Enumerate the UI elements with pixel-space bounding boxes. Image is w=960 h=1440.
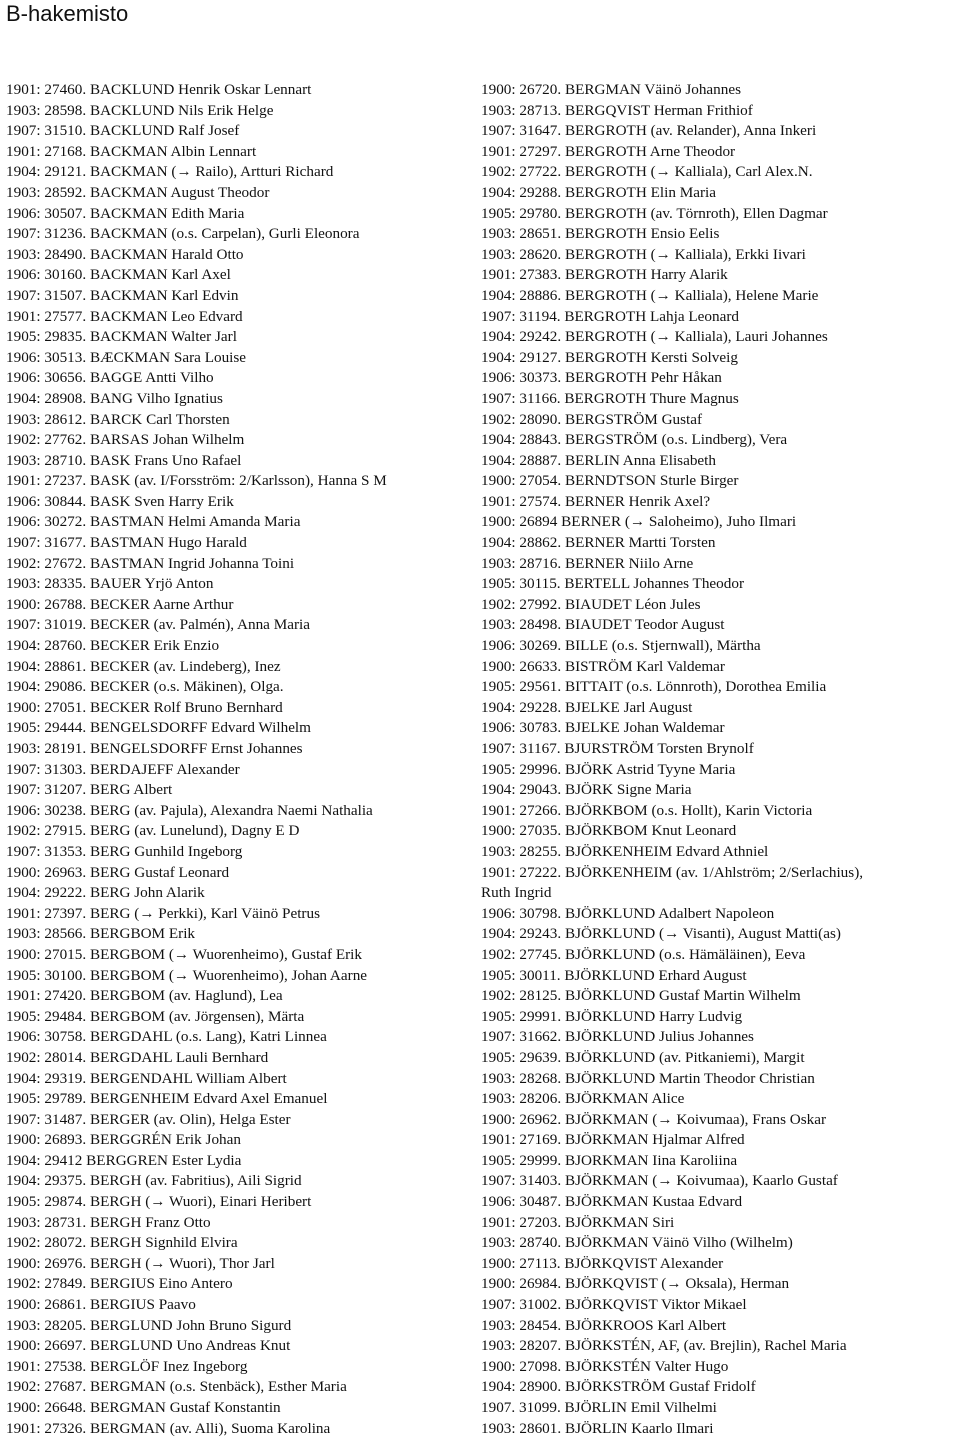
right-column (481, 80, 957, 1439)
index-entry: 1907: 31019. BECKER (av. Palmén), Anna Maria (6, 616, 310, 634)
index-entry: 1904: 29043. BJÖRK Signe Maria (481, 781, 692, 799)
index-entry: 1903: 28612. BARCK Carl Thorsten (6, 410, 230, 428)
index-entry: 1904: 28887. BERLIN Anna Elisabeth (481, 451, 716, 469)
index-entry: 1905: 29991. BJÖRKLUND Harry Ludvig (481, 1007, 743, 1025)
index-entry: 1904: 28900. BJÖRKSTRÖM Gustaf Fridolf (481, 1378, 756, 1396)
index-entry: 1901: 27169. BJÖRKMAN Hjalmar Alfred (481, 1131, 745, 1149)
index-entry: 1904: 29086. BECKER (o.s. Mäkinen), Olga. (6, 678, 284, 696)
index-entry: 1901: 27222. BJÖRKENHEIM (av. 1/Ahlström; 2/Serlachius), (481, 863, 864, 881)
index-entry: 1904: 29319. BERGENDAHL William Albert (6, 1069, 287, 1087)
index-entry: 1900: 27054. BERNDTSON Sturle Birger (481, 472, 739, 490)
index-entry: 1904: 29243. BJÖRKLUND (→ Visanti), August Matti(as) (481, 925, 841, 943)
index-entry: 1907: 31510. BACKLUND Ralf Josef (6, 122, 240, 140)
index-entry: 1900: 27051. BECKER Rolf Bruno Bernhard (6, 698, 283, 716)
index-entry: 1903: 28255. BJÖRKENHEIM Edvard Athniel (481, 842, 769, 860)
index-entry: 1901: 27420. BERGBOM (av. Haglund), Lea (6, 987, 283, 1005)
index-entry: 1904: 29222. BERG John Alarik (6, 884, 205, 902)
index-entry: 1902: 28090. BERGSTRÖM Gustaf (481, 410, 703, 428)
index-entry: 1900: 26788. BECKER Aarne Arthur (6, 595, 234, 613)
index-entry: 1903: 28498. BIAUDET Teodor August (481, 616, 725, 634)
index-entry: 1902: 27687. BERGMAN (o.s. Stenbäck), Esther Maria (6, 1378, 347, 1396)
index-entry: 1901: 27237. BASK (av. I/Forsström: 2/Karlsson), Hanna S M (6, 472, 387, 490)
index-entry: 1903: 28206. BJÖRKMAN Alice (481, 1090, 685, 1108)
index-entry: 1905: 29874. BERGH (→ Wuori), Einari Heribert (6, 1193, 312, 1211)
index-entry: 1901: 27397. BERG (→ Perkki), Karl Väinö Petrus (6, 904, 320, 922)
index-entry: 1906: 30758. BERGDAHL (o.s. Lang), Katri Linnea (6, 1028, 327, 1046)
index-entry: 1904: 28843. BERGSTRÖM (o.s. Lindberg), Vera (481, 431, 788, 449)
index-entry: 1907: 31507. BACKMAN Karl Edvin (6, 286, 239, 304)
index-entry: 1905: 29789. BERGENHEIM Edvard Axel Emanuel (6, 1090, 328, 1108)
index-entry: 1900: 26894 BERNER (→ Saloheimo), Juho Ilmari (481, 513, 797, 531)
index-entry: 1903: 28716. BERNER Niilo Arne (481, 554, 694, 572)
index-entry: 1903: 28335. BAUER Yrjö Anton (6, 575, 214, 593)
index-entry: 1907. 31099. BJÖRLIN Emil Vilhelmi (481, 1399, 717, 1416)
index-entry: 1901: 27168. BACKMAN Albin Lennart (6, 142, 257, 160)
index-entry: 1901: 27574. BERNER Henrik Axel? (481, 492, 711, 510)
index-entry: 1902: 28072. BERGH Signhild Elvira (6, 1234, 238, 1252)
index-entry: 1905: 29484. BERGBOM (av. Jörgensen), Märta (6, 1007, 305, 1025)
index-entry: 1902: 28014. BERGDAHL Lauli Bernhard (6, 1048, 269, 1066)
index-entry: 1907: 31166. BERGROTH Thure Magnus (481, 389, 739, 407)
index-entry: 1907: 31647. BERGROTH (av. Relander), Anna Inkeri (481, 122, 817, 140)
index-entry: 1907: 31353. BERG Gunhild Ingeborg (6, 842, 243, 860)
index-entry: 1903: 28566. BERGBOM Erik (6, 925, 196, 943)
index-entry: 1901: 27383. BERGROTH Harry Alarik (481, 266, 728, 284)
index-entry: 1904: 28886. BERGROTH (→ Kalliala), Helene Marie (481, 286, 819, 304)
index-entry: 1904: 28862. BERNER Martti Torsten (481, 534, 716, 552)
index-entry: 1900: 27098. BJÖRKSTÉN Valter Hugo (481, 1357, 729, 1375)
index-entry: 1900: 26633. BISTRÖM Karl Valdemar (481, 657, 725, 675)
index-entry: 1907: 31207. BERG Albert (6, 781, 173, 799)
index-entry: 1907: 31662. BJÖRKLUND Julius Johannes (481, 1028, 754, 1046)
index-entry: 1905: 30115. BERTELL Johannes Theodor (481, 575, 745, 593)
index-entry: 1905: 29444. BENGELSDORFF Edvard Wilhelm (6, 719, 311, 737)
index-entry: 1900: 27035. BJÖRKBOM Knut Leonard (481, 822, 737, 840)
index-entry: 1907: 31236. BACKMAN (o.s. Carpelan), Gurli Eleonora (6, 225, 360, 243)
index-entry: 1905: 29996. BJÖRK Astrid Tyyne Maria (481, 760, 736, 778)
index-entry: 1902: 27849. BERGIUS Eino Antero (6, 1275, 233, 1293)
index-entry: 1902: 27745. BJÖRKLUND (o.s. Hämäläinen), Eeva (481, 945, 806, 963)
index-entry: 1905: 30011. BJÖRKLUND Erhard August (481, 966, 747, 984)
index-entry: 1901: 27203. BJÖRKMAN Siri (481, 1213, 675, 1231)
index-entry: 1902: 27992. BIAUDET Léon Jules (481, 595, 701, 613)
index-entry: 1906: 30844. BASK Sven Harry Erik (6, 492, 234, 510)
index-entry: 1903: 28454. BJÖRKROOS Karl Albert (481, 1316, 727, 1334)
index-entry: 1906: 30160. BACKMAN Karl Axel (6, 266, 231, 284)
index-entry: 1900: 27113. BJÖRKQVIST Alexander (481, 1254, 724, 1272)
index-entry: 1907: 31487. BERGER (av. Olin), Helga Ester (6, 1110, 291, 1128)
index-entry: 1904: 29121. BACKMAN (→ Railo), Artturi Richard (6, 163, 334, 181)
index-entry: 1901: 27297. BERGROTH Arne Theodor (481, 142, 736, 160)
index-entry: 1900: 27015. BERGBOM (→ Wuorenheimo), Gustaf Erik (6, 945, 362, 963)
index-entry: 1903: 28191. BENGELSDORFF Ernst Johannes (6, 740, 303, 757)
index-entry: 1903: 28205. BERGLUND John Bruno Sigurd (6, 1316, 292, 1334)
index-entry: 1903: 28490. BACKMAN Harald Otto (6, 245, 244, 263)
index-entry: 1905: 29780. BERGROTH (av. Törnroth), Ellen Dagmar (481, 204, 828, 222)
index-entry: 1901: 27460. BACKLUND Henrik Oskar Lennart (6, 81, 312, 98)
index-entry: 1907: 31303. BERDAJEFF Alexander (6, 760, 240, 778)
index-entry: 1900: 26648. BERGMAN Gustaf Konstantin (6, 1399, 281, 1416)
index-entry: 1906: 30783. BJELKE Johan Waldemar (481, 719, 725, 737)
index-entry: 1900: 26963. BERG Gustaf Leonard (6, 863, 230, 881)
index-entry: 1904: 29127. BERGROTH Kersti Solveig (481, 348, 738, 366)
index-entry: 1903: 28713. BERGQVIST Herman Frithiof (481, 101, 753, 119)
index-entry: 1903: 28710. BASK Frans Uno Rafael (6, 451, 242, 469)
index-entry: 1905: 29561. BITTAIT (o.s. Lönnroth), Dorothea Emilia (481, 678, 827, 696)
index-entry: 1903: 28740. BJÖRKMAN Väinö Vilho (Wilhelm) (481, 1234, 793, 1252)
index-entry: 1904: 29228. BJELKE Jarl August (481, 698, 693, 716)
index-entry: 1902: 27722. BERGROTH (→ Kalliala), Carl Alex.N. (481, 163, 813, 181)
index-entry: 1900: 26697. BERGLUND Uno Andreas Knut (6, 1337, 291, 1355)
index-entry: 1906: 30269. BILLE (o.s. Stjernwall), Märtha (481, 637, 761, 655)
index-entry: 1903: 28598. BACKLUND Nils Erik Helge (6, 101, 274, 119)
index-entry: 1906: 30238. BERG (av. Pajula), Alexandra Naemi Nathalia (6, 801, 373, 819)
index-entry: 1903: 28268. BJÖRKLUND Martin Theodor Christian (481, 1069, 815, 1087)
index-entry: 1905: 29835. BACKMAN Walter Jarl (6, 328, 237, 346)
index-entry: 1900: 26962. BJÖRKMAN (→ Koivumaa), Frans Oskar (481, 1110, 827, 1128)
index-entry: 1902: 27915. BERG (av. Lunelund), Dagny E D (6, 822, 300, 840)
left-column (6, 80, 468, 1439)
index-entry: 1906: 30373. BERGROTH Pehr Håkan (481, 369, 722, 387)
index-entry: 1903: 28592. BACKMAN August Theodor (6, 183, 270, 201)
index-entry: 1900: 26976. BERGH (→ Wuori), Thor Jarl (6, 1254, 275, 1272)
index-entry: 1900: 26720. BERGMAN Väinö Johannes (481, 81, 742, 98)
index-entry: 1903: 28731. BERGH Franz Otto (6, 1213, 211, 1231)
index-entry: 1907: 31677. BASTMAN Hugo Harald (6, 534, 247, 552)
page-title: B-hakemisto (6, 1, 129, 26)
index-entry: 1905: 29999. BJORKMAN Iina Karoliina (481, 1151, 738, 1169)
index-entry: 1907: 31403. BJÖRKMAN (→ Koivumaa), Kaarlo Gustaf (481, 1172, 838, 1190)
index-entry: 1906: 30272. BASTMAN Helmi Amanda Maria (6, 513, 301, 531)
index-entry: 1902: 27762. BARSAS Johan Wilhelm (6, 431, 245, 449)
index-entry: 1902: 27672. BASTMAN Ingrid Johanna Toini (6, 554, 295, 572)
index-entry: 1904: 29242. BERGROTH (→ Kalliala), Lauri Johannes (481, 328, 828, 346)
index-entry: 1907: 31194. BERGROTH Lahja Leonard (481, 307, 740, 325)
index-entry: 1903: 28207. BJÖRKSTÉN, AF, (av. Brejlin), Rachel Maria (481, 1337, 847, 1355)
index-entry: 1904: 29412 BERGGREN Ester Lydia (6, 1151, 242, 1169)
index-entry: 1903: 28651. BERGROTH Ensio Eelis (481, 225, 720, 243)
index-entry: 1904: 29288. BERGROTH Elin Maria (481, 183, 716, 201)
index-entry: 1901: 27577. BACKMAN Leo Edvard (6, 307, 243, 325)
index-entry: 1904: 28861. BECKER (av. Lindeberg), Inez (6, 657, 281, 675)
index-entry: 1900: 26861. BERGIUS Paavo (6, 1296, 196, 1314)
index-entry: 1906: 30507. BACKMAN Edith Maria (6, 204, 245, 222)
index-entry: 1905: 29639. BJÖRKLUND (av. Pitkaniemi), Margit (481, 1048, 805, 1066)
index-entry: 1904: 28760. BECKER Erik Enzio (6, 637, 220, 655)
index-entry: 1905: 30100. BERGBOM (→ Wuorenheimo), Johan Aarne (6, 966, 368, 984)
index-entry: 1903: 28620. BERGROTH (→ Kalliala), Erkki Iivari (481, 245, 806, 263)
index-entry: 1907: 31002. BJÖRKQVIST Viktor Mikael (481, 1296, 747, 1314)
index-entry: 1900: 26984. BJÖRKQVIST (→ Oksala), Herman (481, 1275, 790, 1293)
index-entry: 1900: 26893. BERGGRÉN Erik Johan (6, 1131, 241, 1149)
index-entry: 1906: 30798. BJÖRKLUND Adalbert Napoleon (481, 904, 775, 922)
index-entry: 1902: 28125. BJÖRKLUND Gustaf Martin Wilhelm (481, 987, 801, 1005)
index-entry: 1901: 27326. BERGMAN (av. Alli), Suoma Karolina (6, 1419, 331, 1437)
index-entry: 1906: 30656. BAGGE Antti Vilho (6, 369, 214, 387)
index-entry: 1904: 28908. BANG Vilho Ignatius (6, 389, 223, 407)
index-entry: Ruth Ingrid (481, 884, 552, 902)
index-entry: 1906: 30487. BJÖRKMAN Kustaa Edvard (481, 1193, 743, 1211)
index-entry: 1903: 28601. BJÖRLIN Kaarlo Ilmari (481, 1419, 714, 1437)
index-entry: 1906: 30513. BÆCKMAN Sara Louise (6, 348, 247, 366)
index-entry: 1907: 31167. BJURSTRÖM Torsten Brynolf (481, 740, 754, 757)
index-entry: 1901: 27538. BERGLÖF Inez Ingeborg (6, 1357, 248, 1375)
index-entry: 1901: 27266. BJÖRKBOM (o.s. Hollt), Karin Victoria (481, 801, 813, 819)
index-entry: 1904: 29375. BERGH (av. Fabritius), Aili Sigrid (6, 1172, 302, 1190)
